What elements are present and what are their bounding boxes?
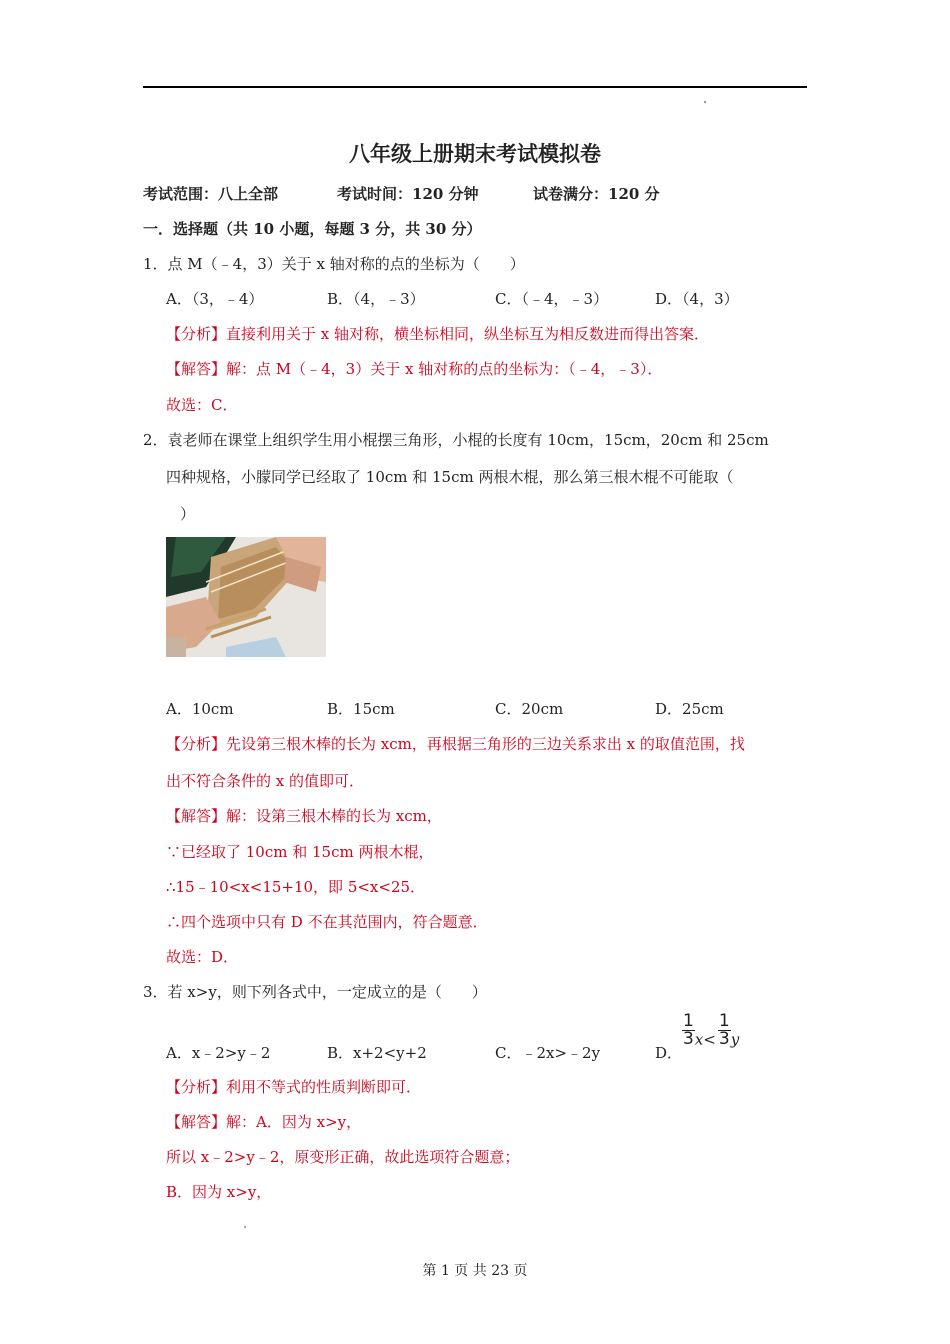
- q3-option-d-label: D．: [655, 1044, 683, 1062]
- q3-option-b: B．x+2<y+2: [327, 1044, 427, 1062]
- q3-option-c: C．﹣2x>﹣2y: [495, 1044, 601, 1062]
- decorative-dot: [704, 101, 706, 103]
- q1-stem: 1．点 M（﹣4，3）关于 x 轴对称的点的坐标为（ ）: [143, 255, 525, 273]
- q2-option-a: A．10cm: [166, 700, 234, 718]
- header-rule: [143, 86, 807, 88]
- q3-answer-text1: 解：A．因为 x>y，: [226, 1113, 362, 1131]
- q3-answer-line2: 所以 x﹣2>y﹣2，原变形正确，故此选项符合题意；: [166, 1148, 520, 1166]
- q1-option-c: C．（﹣4，﹣3）: [495, 290, 609, 308]
- q2-option-c: C．20cm: [495, 700, 564, 718]
- page-title: 八年级上册期末考试模拟卷: [349, 141, 601, 166]
- q2-analysis-text1: 先设第三根木棒的长为 xcm，再根据三角形的三边关系求出 x 的取值范围，找: [226, 735, 745, 753]
- q3-answer-line1: [166, 1111, 361, 1132]
- q1-option-a: A．（3，﹣4）: [166, 290, 264, 308]
- q3-option-d-mid: x<: [694, 1030, 716, 1049]
- exam-time: 考试时间：120 分钟: [337, 185, 479, 203]
- q2-choice: 故选：D．: [166, 948, 239, 966]
- q2-answer-line2: ∵已经取了 10cm 和 15cm 两根木棍，: [166, 843, 434, 861]
- q2-answer-text1: 解：设第三根木棒的长为 xcm，: [226, 807, 442, 825]
- section-heading: 一．选择题（共 10 小题，每题 3 分，共 30 分）: [143, 220, 482, 238]
- q1-option-b: B．（4，﹣3）: [327, 290, 425, 308]
- q3-analysis-tag: 【分析】: [166, 1078, 227, 1096]
- q1-answer: [166, 358, 662, 379]
- q2-answer-line1: [166, 805, 442, 826]
- exam-scope: 考试范围：八上全部: [143, 185, 279, 203]
- q1-analysis: [166, 323, 709, 344]
- q1-answer-tag: 【解答】: [166, 360, 227, 378]
- fraction-one-third-left: $\frac{1}{3}$: [683, 1011, 694, 1049]
- q2-answer-line3: ∴15﹣10<x<15+10，即 5<x<25．: [166, 878, 426, 896]
- q2-stem-line3: ）: [180, 505, 196, 523]
- sticks-photo: [166, 537, 326, 657]
- q2-stem-line2: 四种规格，小朦同学已经取了 10cm 和 15cm 两根木棍，那么第三根木棍不可能取（: [166, 468, 734, 486]
- sticks-photo-illustration: [166, 537, 326, 657]
- q1-answer-text: 解：点 M（﹣4，3）关于 x 轴对称的点的坐标为：（﹣4，﹣3）．: [226, 360, 663, 378]
- q1-choice: 故选：C．: [166, 396, 238, 414]
- q3-stem: 3．若 x>y，则下列各式中，一定成立的是（ ）: [143, 983, 487, 1001]
- q1-option-d: D．（4，3）: [655, 290, 739, 308]
- q3-analysis: [166, 1076, 421, 1097]
- q1-analysis-text: 直接利用关于 x 轴对称，横坐标相同，纵坐标互为相反数进而得出答案．: [226, 325, 710, 343]
- fraction-one-third-right: $\frac{1}{3}$: [718, 1011, 730, 1049]
- q2-analysis-line1: [166, 733, 745, 754]
- q3-analysis-text: 利用不等式的性质判断即可．: [226, 1078, 422, 1096]
- decorative-dot-bottom: [244, 1226, 246, 1228]
- q2-analysis-tag: 【分析】: [166, 735, 227, 753]
- q2-option-d: D．25cm: [655, 700, 724, 718]
- q3-option-d-expression: [682, 1013, 739, 1049]
- q3-option-a: A．x﹣2>y﹣2: [166, 1044, 271, 1062]
- q2-analysis-line2: 出不符合条件的 x 的值即可．: [166, 772, 364, 790]
- q3-answer-line3: B．因为 x>y，: [166, 1183, 272, 1201]
- page-footer: 第 1 页 共 23 页: [422, 1263, 528, 1279]
- exam-score: 试卷满分：120 分: [533, 185, 660, 203]
- q3-answer-tag: 【解答】: [166, 1113, 227, 1131]
- q2-answer-tag: 【解答】: [166, 807, 227, 825]
- q3-option-d-end: y: [730, 1030, 740, 1049]
- q2-option-b: B．15cm: [327, 700, 395, 718]
- q2-stem-line1: 2．袁老师在课堂上组织学生用小棍摆三角形，小棍的长度有 10cm，15cm，20cm 和 25cm: [143, 431, 769, 449]
- q1-analysis-tag: 【分析】: [166, 325, 227, 343]
- q2-answer-line4: ∴四个选项中只有 D 不在其范围内，符合题意．: [166, 913, 488, 931]
